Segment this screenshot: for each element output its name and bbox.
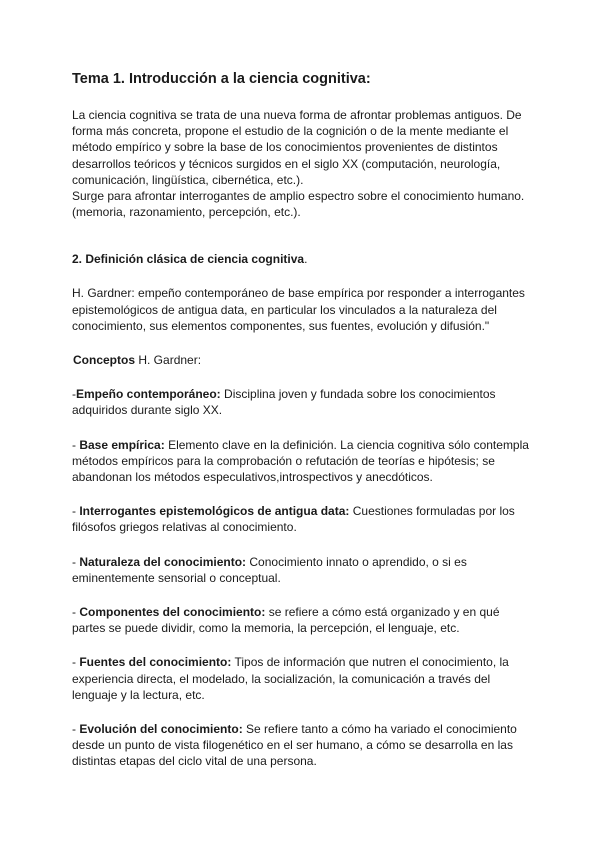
concept-prefix: -	[72, 504, 80, 519]
concept-term: Empeño contemporáneo:	[76, 387, 221, 402]
section-heading-text: 2. Definición clásica de ciencia cognitiva	[72, 252, 305, 267]
concept-term: Naturaleza del conocimiento:	[79, 554, 247, 569]
gardner-definition: H. Gardner: empeño contemporáneo de base empírica por responder a interrogantes epistemológicos de antigua data, en particular los vinculados a la naturaleza del conocimiento, sus elementos componentes, sus fuentes, evolución y difusión."	[72, 286, 525, 333]
concept-term: Fuentes del conocimiento:	[79, 655, 232, 670]
concept-item	[72, 721, 532, 770]
document-page	[72, 70, 532, 788]
concept-text: Cuestiones formuladas por los filósofos griegos relativas al conocimiento.	[72, 504, 515, 535]
concept-prefix: -	[72, 437, 80, 452]
intro-paragraph-1: La ciencia cognitiva se trata de una nueva forma de afrontar problemas antiguos. De forma más concreta, propone el estudio de la cognición o de la mente mediante el método empírico y sobre la base de los conocimientos provenientes de distintos desarrollos teóricos y técnicos surgidos en el siglo XX (computación, neurología, comunicación, lingüística, cibernética, etc.).	[72, 108, 522, 187]
intro-section	[72, 107, 532, 220]
concept-text: Disciplina joven y fundada sobre los conocimientos adquiridos durante siglo XX.	[72, 387, 496, 418]
concept-text: Conocimiento innato o aprendido, o si es eminentemente sensorial o conceptual.	[72, 554, 467, 585]
concept-text: Se refiere tanto a cómo ha variado el conocimiento desde un punto de vista filogenético en el ser humano, a cómo se desarrolla en las distintas etapas del ciclo vital de una persona.	[72, 722, 517, 769]
intro-paragraph-2: Surge para afrontar interrogantes de amplio espectro sobre el conocimiento humano. (memoria, razonamiento, percepción, etc.).	[72, 189, 525, 220]
concept-term: Componentes del conocimiento:	[79, 605, 266, 620]
concept-term: Base empírica:	[79, 437, 165, 452]
concepts-heading	[72, 352, 532, 368]
page-title: Tema 1. Introducción a la ciencia cognitiva:	[72, 71, 371, 87]
concepts-heading-bold: Conceptos	[73, 353, 136, 368]
concept-item	[72, 604, 532, 636]
concept-term: Evolución del conocimiento:	[79, 722, 243, 737]
concept-term: Interrogantes epistemológicos de antigua data:	[79, 504, 350, 519]
section-heading-suffix: .	[304, 252, 308, 267]
concepts-heading-rest: H. Gardner:	[135, 353, 202, 368]
concept-item	[72, 437, 532, 486]
concept-prefix: -	[72, 605, 80, 620]
concept-text: Tipos de información que nutren el conocimiento, la experiencia directa, el modelado, la socialización, la comunicación a través del lenguaje y la lectura, etc.	[72, 655, 509, 702]
concept-item	[72, 503, 532, 535]
concept-prefix: -	[72, 655, 80, 670]
concept-prefix: -	[72, 722, 80, 737]
concept-prefix: -	[72, 387, 76, 402]
concept-text: Elemento clave en la definición. La ciencia cognitiva sólo contempla métodos empíricos para la comprobación o refutación de teorías e hipótesis; se abandonan los métodos especulativos,introspectivos y anecdóticos.	[72, 437, 529, 485]
concept-item	[72, 554, 532, 586]
concept-text: se refiere a cómo está organizado y en qué partes se puede dividir, como la memoria, la percepción, el lenguaje, etc.	[72, 605, 500, 636]
section-heading	[72, 251, 532, 267]
concept-item	[72, 654, 532, 703]
concept-prefix: -	[72, 554, 80, 569]
concept-item	[72, 386, 532, 418]
